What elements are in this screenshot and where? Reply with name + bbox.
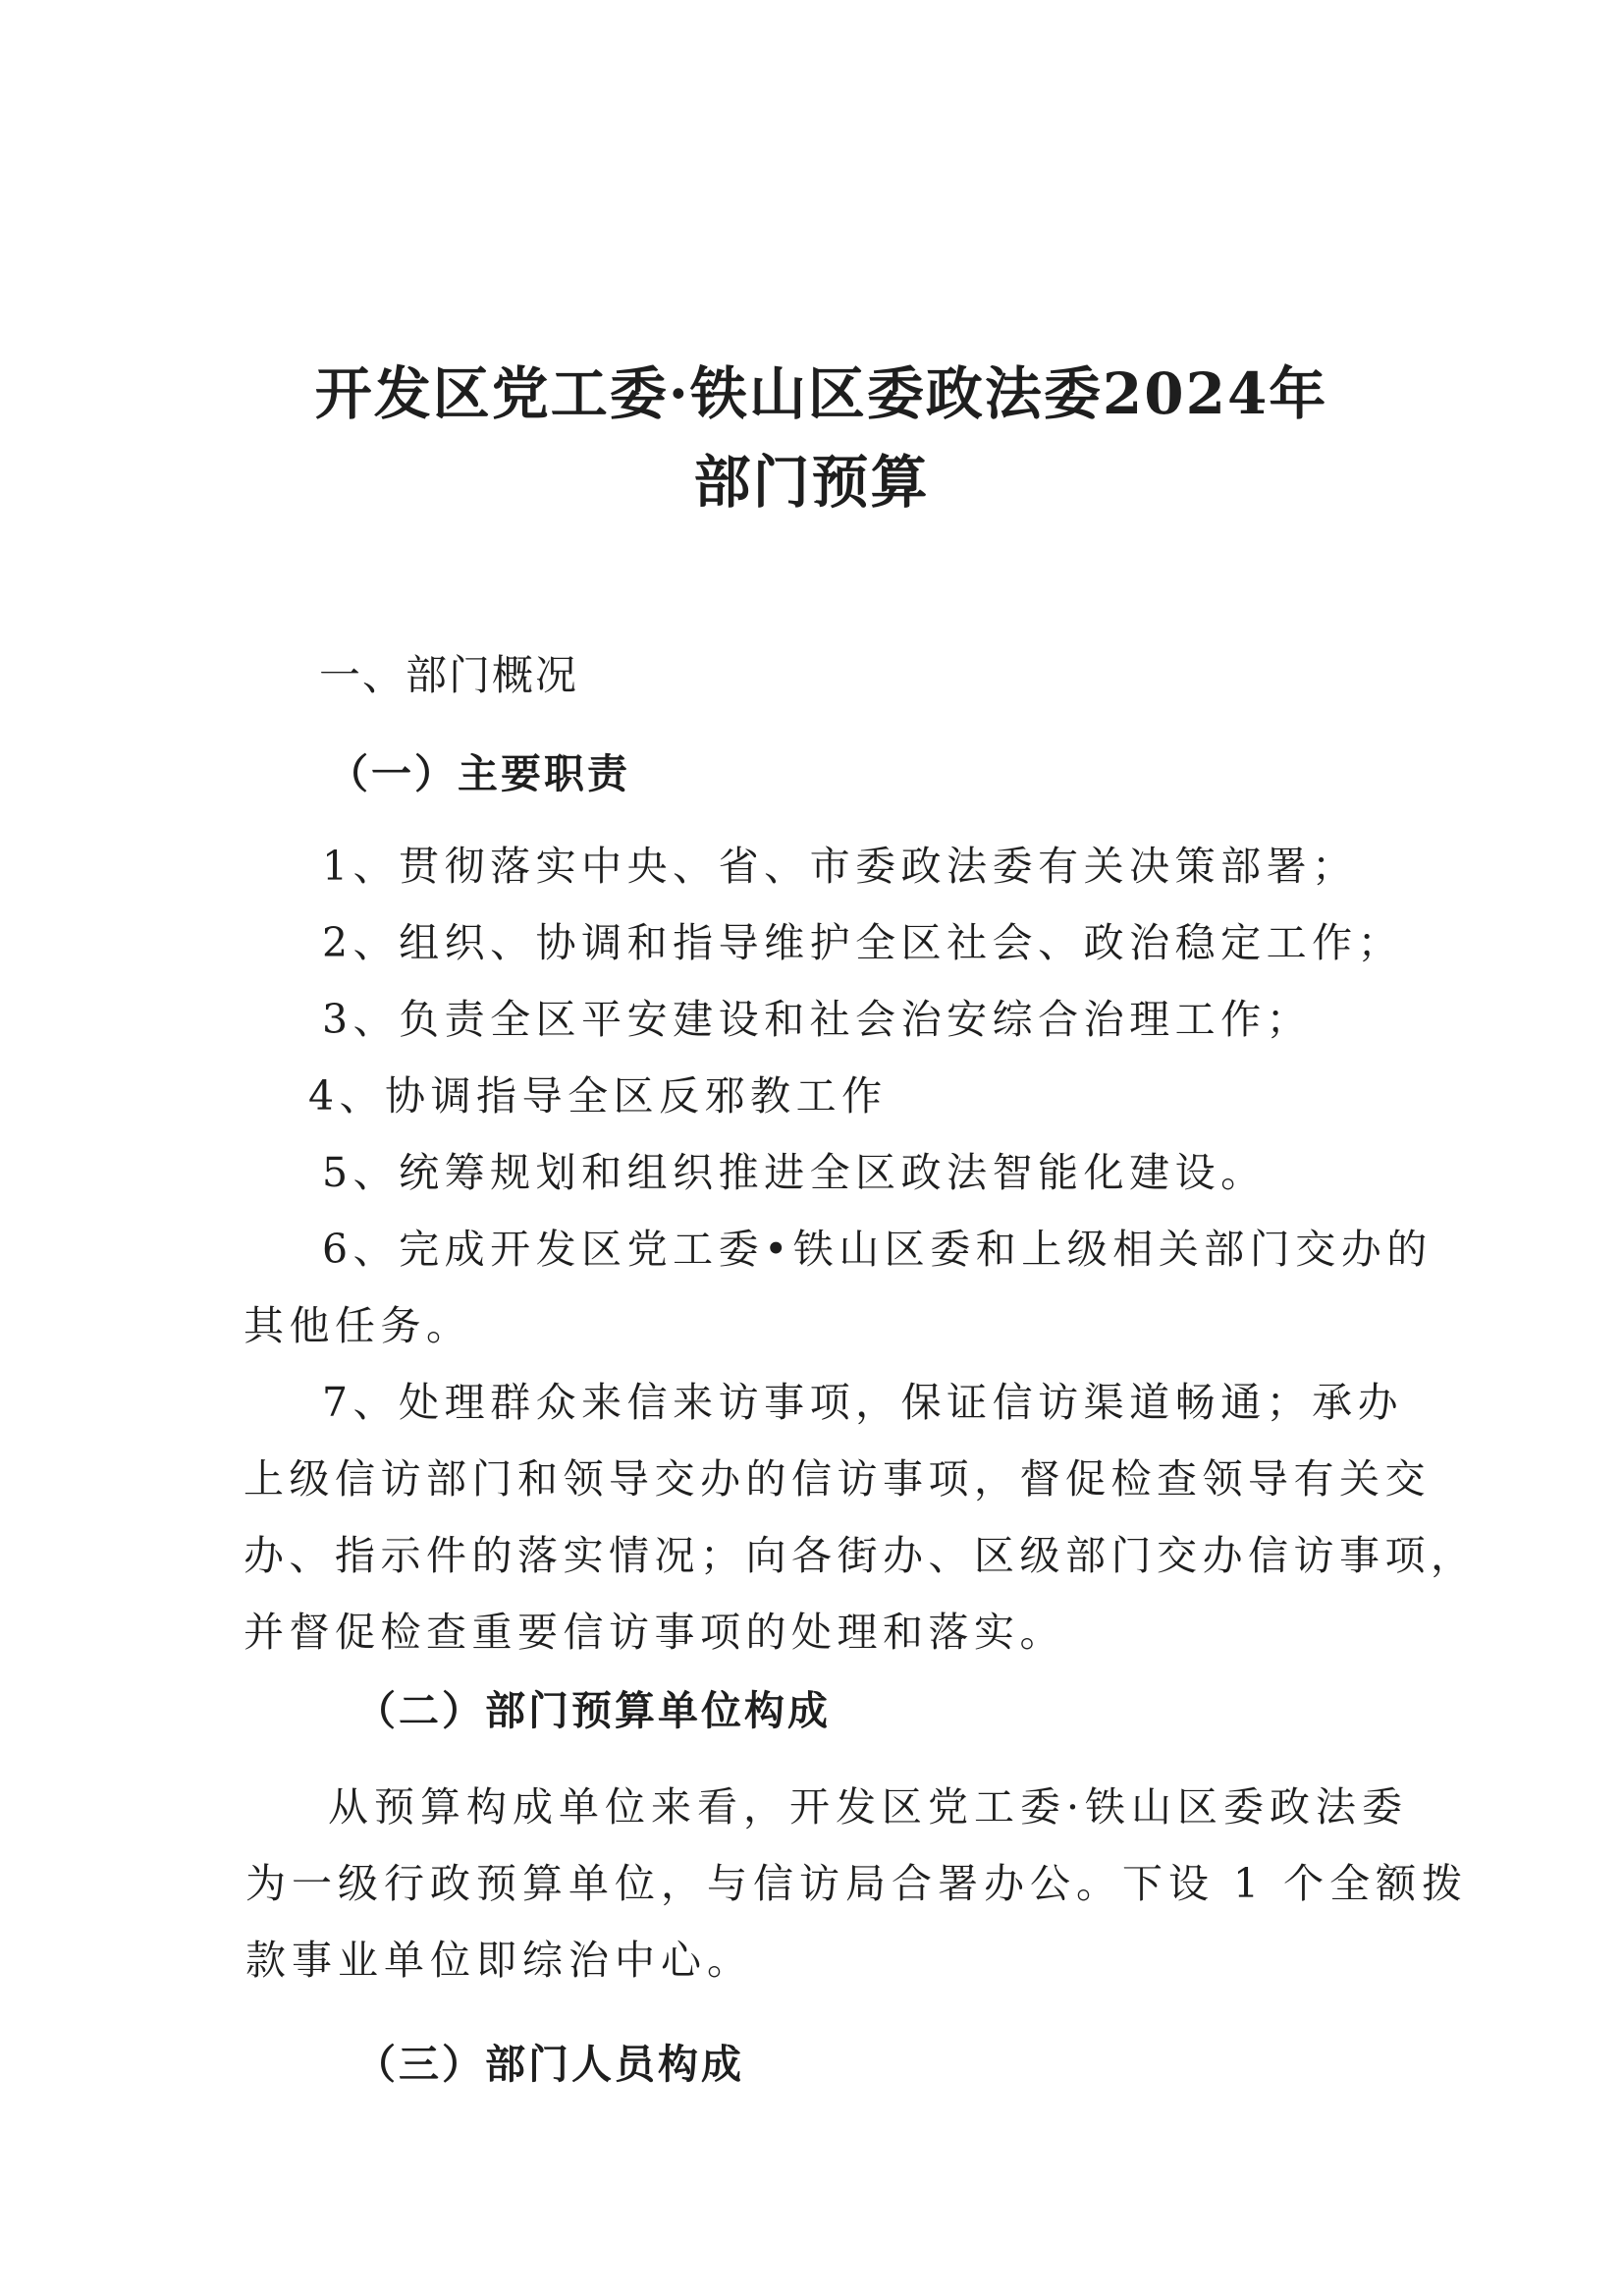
responsibility-item-4: 4、协调指导全区反邪教工作 — [308, 1072, 888, 1120]
subsection-heading-responsibilities: （一）主要职责 — [328, 750, 630, 797]
document-title-line-1: 开发区党工委·铁山区委政法委2024年 — [314, 360, 1328, 427]
responsibility-item-7-line-1: 7、处理群众来信来访事项，保证信访渠道畅通；承办 — [322, 1379, 1404, 1426]
responsibility-item-7-line-3: 办、指示件的落实情况；向各街办、区级部门交办信访事项， — [243, 1532, 1477, 1579]
budget-units-para-line-2: 为一级行政预算单位，与信访局合署办公。下设 1 个全额拨 — [245, 1860, 1469, 1907]
subsection-heading-staff: （三）部门人员构成 — [355, 2041, 744, 2088]
document-title-line-2: 部门预算 — [693, 449, 930, 516]
responsibility-item-7-line-4: 并督促检查重要信访事项的处理和落实。 — [243, 1609, 1065, 1656]
responsibility-item-6-line-2: 其他任务。 — [243, 1302, 472, 1349]
budget-units-para-line-1: 从预算构成单位来看，开发区党工委·铁山区委政法委 — [328, 1783, 1409, 1831]
responsibility-item-3: 3、负责全区平安建设和社会治安综合治理工作； — [322, 996, 1313, 1043]
responsibility-item-1: 1、贯彻落实中央、省、市委政法委有关决策部署； — [322, 843, 1358, 890]
responsibility-item-2: 2、组织、协调和指导维护全区社会、政治稳定工作； — [322, 919, 1404, 966]
section-heading-overview: 一、部门概况 — [319, 651, 579, 699]
subsection-heading-budget-units: （二）部门预算单位构成 — [355, 1687, 831, 1734]
responsibility-item-7-line-2: 上级信访部门和领导交办的信访事项，督促检查领导有关交 — [243, 1455, 1431, 1503]
budget-units-para-line-3: 款事业单位即综治中心。 — [245, 1937, 753, 1984]
responsibility-item-5: 5、统筹规划和组织推进全区政法智能化建设。 — [322, 1149, 1267, 1196]
responsibility-item-6-line-1: 6、完成开发区党工委•铁山区委和上级相关部门交办的 — [322, 1226, 1433, 1273]
